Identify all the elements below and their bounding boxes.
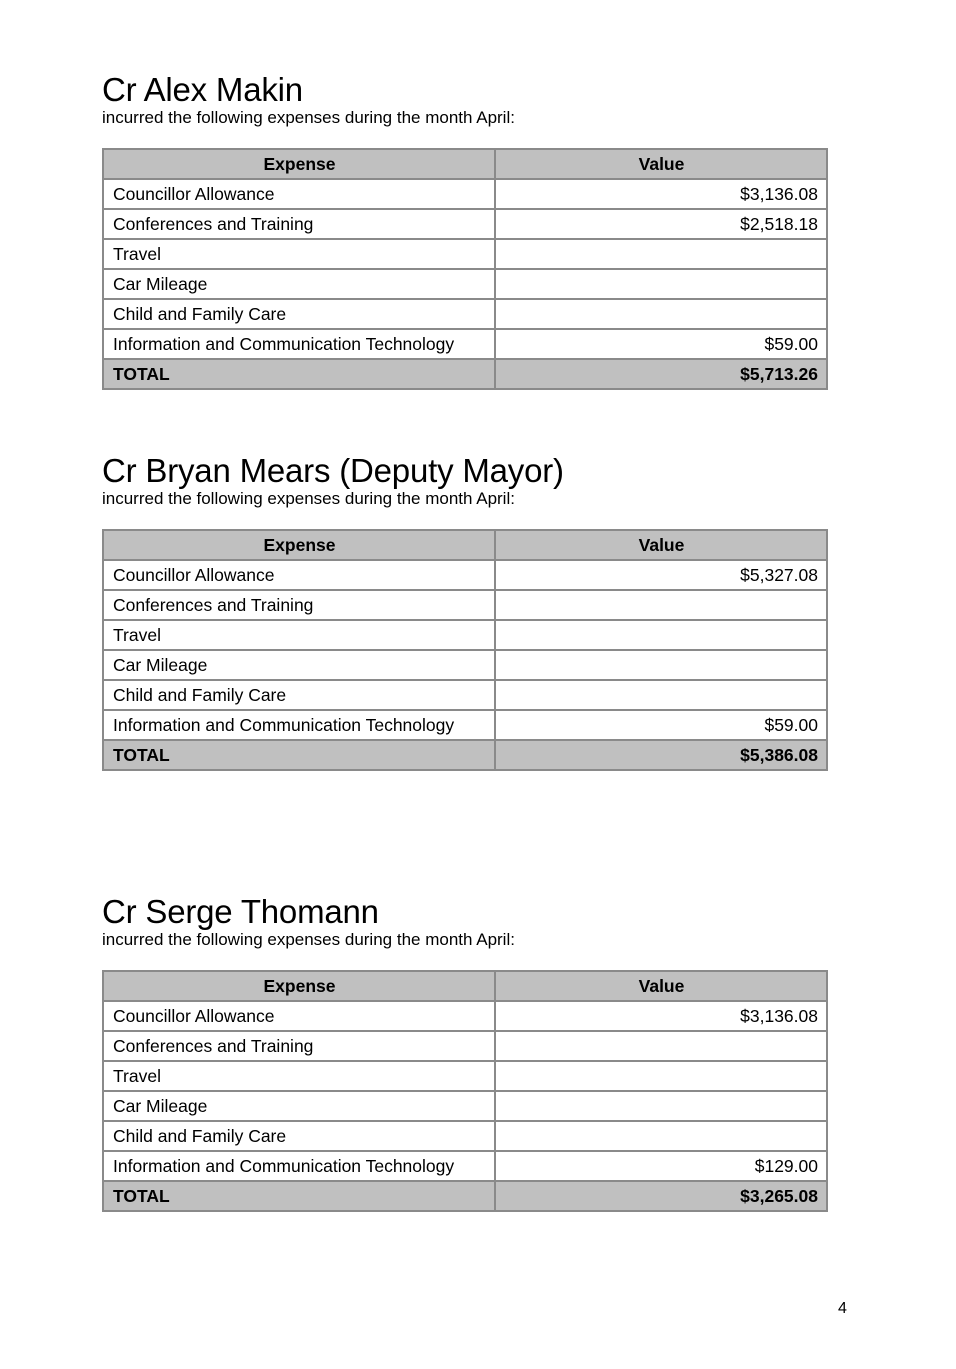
expense-value — [495, 680, 827, 710]
expense-column-header: Expense — [103, 149, 495, 179]
table-row — [103, 179, 827, 209]
intro-text: incurred the following expenses during the month April: — [102, 930, 515, 949]
table-row — [103, 620, 827, 650]
expense-label: Conferences and Training — [103, 1031, 495, 1061]
value-column-header: Value — [495, 149, 827, 179]
total-label: TOTAL — [103, 359, 495, 389]
expense-column-header: Expense — [103, 971, 495, 1001]
total-label: TOTAL — [103, 740, 495, 770]
expense-column-header: Expense — [103, 530, 495, 560]
expense-value — [495, 1091, 827, 1121]
expense-label: Car Mileage — [103, 650, 495, 680]
councillor-name: Cr Bryan Mears (Deputy Mayor) — [102, 452, 564, 489]
expense-label: Child and Family Care — [103, 1121, 495, 1151]
table-row — [103, 1031, 827, 1061]
page-number: 4 — [838, 1300, 847, 1317]
table-row — [103, 1121, 827, 1151]
expense-table — [102, 148, 828, 390]
expense-label: Conferences and Training — [103, 209, 495, 239]
table-row — [103, 269, 827, 299]
total-label: TOTAL — [103, 1181, 495, 1211]
table-row — [103, 1151, 827, 1181]
table-header-row — [103, 530, 827, 560]
expense-value: $59.00 — [495, 710, 827, 740]
expense-value: $3,136.08 — [495, 1001, 827, 1031]
expense-label: Car Mileage — [103, 269, 495, 299]
total-value: $3,265.08 — [495, 1181, 827, 1211]
table-row — [103, 299, 827, 329]
councillor-name: Cr Alex Makin — [102, 71, 303, 108]
expense-table — [102, 970, 828, 1212]
expense-label: Information and Communication Technology — [103, 329, 495, 359]
expense-label: Travel — [103, 239, 495, 269]
table-row — [103, 239, 827, 269]
expense-value — [495, 239, 827, 269]
expense-label: Conferences and Training — [103, 590, 495, 620]
councillor-name: Cr Serge Thomann — [102, 893, 379, 930]
intro-text: incurred the following expenses during the month April: — [102, 489, 515, 508]
expense-table — [102, 529, 828, 771]
table-row — [103, 650, 827, 680]
expense-value: $3,136.08 — [495, 179, 827, 209]
expense-value: $59.00 — [495, 329, 827, 359]
value-column-header: Value — [495, 971, 827, 1001]
expense-label: Councillor Allowance — [103, 560, 495, 590]
table-row — [103, 680, 827, 710]
total-row — [103, 359, 827, 389]
expense-label: Travel — [103, 1061, 495, 1091]
expense-label: Information and Communication Technology — [103, 710, 495, 740]
expense-label: Councillor Allowance — [103, 1001, 495, 1031]
expense-value — [495, 1031, 827, 1061]
table-row — [103, 590, 827, 620]
expense-value — [495, 1061, 827, 1091]
expense-value — [495, 590, 827, 620]
expense-value: $5,327.08 — [495, 560, 827, 590]
intro-text: incurred the following expenses during the month April: — [102, 108, 515, 127]
councillor-section-mears — [102, 453, 826, 771]
expense-value: $129.00 — [495, 1151, 827, 1181]
expense-value — [495, 650, 827, 680]
expense-label: Child and Family Care — [103, 680, 495, 710]
expense-label: Car Mileage — [103, 1091, 495, 1121]
councillor-section-thomann — [102, 894, 826, 1212]
table-row — [103, 209, 827, 239]
expense-label: Child and Family Care — [103, 299, 495, 329]
expense-value — [495, 299, 827, 329]
expense-value — [495, 269, 827, 299]
expense-value — [495, 620, 827, 650]
table-header-row — [103, 149, 827, 179]
table-row — [103, 329, 827, 359]
expense-value: $2,518.18 — [495, 209, 827, 239]
value-column-header: Value — [495, 530, 827, 560]
table-row — [103, 710, 827, 740]
expense-label: Information and Communication Technology — [103, 1151, 495, 1181]
councillor-section-makin — [102, 72, 826, 390]
table-row — [103, 560, 827, 590]
table-row — [103, 1061, 827, 1091]
expense-value — [495, 1121, 827, 1151]
table-header-row — [103, 971, 827, 1001]
table-row — [103, 1091, 827, 1121]
total-row — [103, 740, 827, 770]
table-row — [103, 1001, 827, 1031]
total-row — [103, 1181, 827, 1211]
expense-label: Councillor Allowance — [103, 179, 495, 209]
total-value: $5,713.26 — [495, 359, 827, 389]
expense-label: Travel — [103, 620, 495, 650]
total-value: $5,386.08 — [495, 740, 827, 770]
